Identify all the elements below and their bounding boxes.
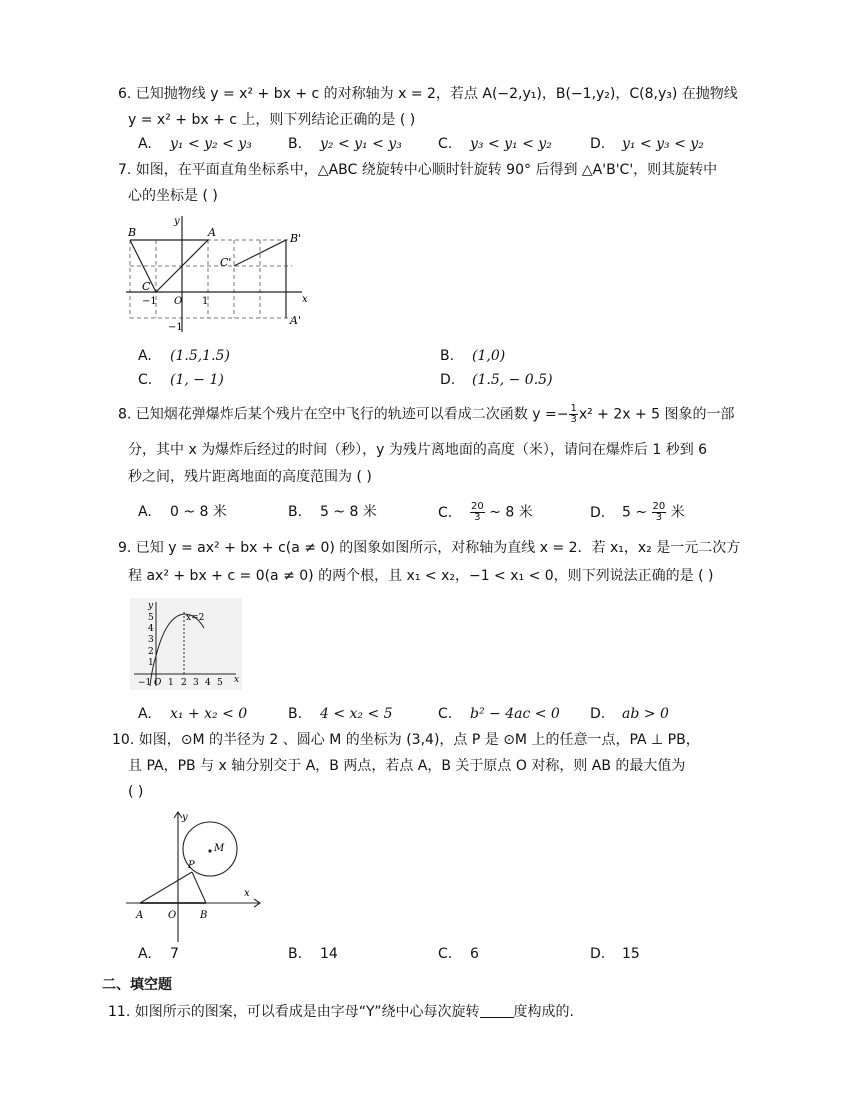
q6-line1: 6. 已知抛物线 y = x² + bx + c 的对称轴为 x = 2，若点 A(−2,y₁)，B(−1,y₂)，C(8,y₃) 在抛物线: [118, 86, 738, 102]
q8-option-a[interactable]: A. 0 ~ 8 米: [138, 504, 227, 520]
q7-label-ap: A': [290, 314, 301, 327]
q7-grid-figure: [126, 214, 310, 338]
q10-line1: 10. 如图，⊙M 的半径为 2 、圆心 M 的坐标为 (3,4)，点 P 是 ⊙M 上的任意一点，PA ⊥ PB，: [112, 732, 700, 748]
q7-label-1: 1: [202, 296, 209, 307]
q10-label-x: x: [244, 888, 250, 899]
q9-tick-y1: 1: [148, 658, 154, 668]
q9-tick-x4: 4: [205, 678, 211, 688]
q10-label-a: A: [136, 910, 144, 921]
q10-option-b[interactable]: B. 14: [288, 946, 338, 962]
q9-option-b[interactable]: B. 4 < x₂ < 5: [288, 706, 393, 722]
q11-line: 11. 如图所示的图案，可以看成是由字母“Y”绕中心每次旋转 度构成的.: [108, 1004, 574, 1020]
q9-label-axis: x=2: [186, 613, 205, 623]
q9-line1: 9. 已知 y = ax² + bx + c(a ≠ 0) 的图象如图所示，对称轴为直线 x = 2．若 x₁，x₂ 是一元二次方: [118, 540, 741, 556]
q7-label-neg1-y: −1: [168, 322, 183, 333]
q9-tick-x5: 5: [217, 678, 223, 688]
q8-line1: 8. 已知烟花弹爆炸后某个残片在空中飞行的轨迹可以看成二次函数 y =− $\frac{1}{3}$ x² + 2x + 5 图象的一部: [118, 403, 735, 425]
q6-option-c[interactable]: C. y₃ < y₁ < y₂: [438, 136, 552, 152]
q7-label-b: B: [128, 226, 137, 239]
q9-option-c[interactable]: C. b² − 4ac < 0: [438, 706, 560, 722]
q8-option-b[interactable]: B. 5 ~ 8 米: [288, 504, 377, 520]
q10-option-d[interactable]: D. 15: [590, 946, 640, 962]
q9-tick-y5: 5: [148, 613, 154, 623]
q7-label-y: y: [174, 216, 180, 227]
q10-label-p: P: [188, 860, 195, 871]
q10-label-o: O: [168, 910, 177, 921]
q9-option-d[interactable]: D. ab > 0: [590, 706, 669, 722]
q7-label-cp: C': [220, 256, 232, 269]
q7-option-c[interactable]: C. (1, − 1): [138, 372, 224, 388]
q10-option-c[interactable]: C. 6: [438, 946, 479, 962]
q7-label-x: x: [302, 294, 308, 305]
q10-label-m: M: [214, 843, 225, 854]
q7-label-o: O: [174, 296, 183, 307]
q11-answer-blank[interactable]: [480, 1003, 514, 1018]
q7-label-c: C: [142, 280, 151, 293]
q9-tick-y3: 3: [148, 635, 154, 645]
q10-option-a[interactable]: A. 7: [138, 946, 179, 962]
q10-label-b: B: [200, 910, 208, 921]
q9-tick-xneg1: −1: [138, 678, 152, 688]
q10-label-y: y: [182, 812, 188, 823]
q6-option-b[interactable]: B. y₂ < y₁ < y₃: [288, 136, 402, 152]
q7-option-a[interactable]: A. (1.5,1.5): [138, 348, 230, 364]
q7-label-a: A: [208, 226, 216, 239]
q8-fraction: $\frac{1}{3}$: [570, 403, 577, 425]
q9-label-x: x: [234, 675, 240, 685]
q8-line3: 秒之间，残片距离地面的高度范围为 ( ): [128, 469, 372, 485]
q7-option-d[interactable]: D. (1.5, − 0.5): [440, 372, 553, 388]
q6-line2: y = x² + bx + c 上，则下列结论正确的是 ( ): [128, 112, 416, 128]
q9-option-a[interactable]: A. x₁ + x₂ < 0: [138, 706, 248, 722]
q9-tick-x3: 3: [193, 678, 199, 688]
q9-parabola-figure: [130, 598, 242, 690]
q10-line3: ( ): [128, 784, 144, 800]
q6-option-a[interactable]: A. y₁ < y₂ < y₃: [138, 136, 252, 152]
q9-tick-y2: 2: [148, 647, 154, 657]
section-heading-fill-in: 二、填空题: [102, 977, 172, 993]
q10-line2: 且 PA，PB 与 x 轴分别交于 A，B 两点，若点 A，B 关于原点 O 对称，则 AB 的最大值为: [128, 758, 686, 774]
q7-line2: 心的坐标是 ( ): [128, 188, 218, 204]
q7-line1: 7. 如图，在平面直角坐标系中，△ABC 绕旋转中心顺时针旋转 90° 后得到 △A'B'C'，则其旋转中: [118, 162, 718, 178]
q7-label-bp: B': [290, 232, 302, 245]
q9-tick-y4: 4: [148, 624, 154, 634]
q9-line2: 程 ax² + bx + c = 0(a ≠ 0) 的两个根，且 x₁ < x₂，−1 < x₁ < 0，则下列说法正确的是 ( ): [128, 568, 714, 584]
q9-tick-x1: 1: [168, 678, 174, 688]
q8-option-c[interactable]: C. $\frac{20}{3}$ ~ 8 米: [438, 501, 533, 523]
q8-line2: 分，其中 x 为爆炸后经过的时间（秒），y 为残片离地面的高度（米），请问在爆炸后 1 秒到 6: [128, 442, 708, 458]
q10-circle-figure: [126, 808, 266, 944]
q7-option-b[interactable]: B. (1,0): [440, 348, 506, 364]
q9-label-y: y: [148, 601, 154, 611]
q8-option-d[interactable]: D. 5 ~ $\frac{20}{3}$ 米: [590, 501, 685, 523]
q9-tick-xo: O: [154, 678, 162, 688]
q9-tick-x2: 2: [181, 678, 187, 688]
q6-option-d[interactable]: D. y₁ < y₃ < y₂: [590, 136, 704, 152]
q7-label-neg1: −1: [142, 296, 157, 307]
